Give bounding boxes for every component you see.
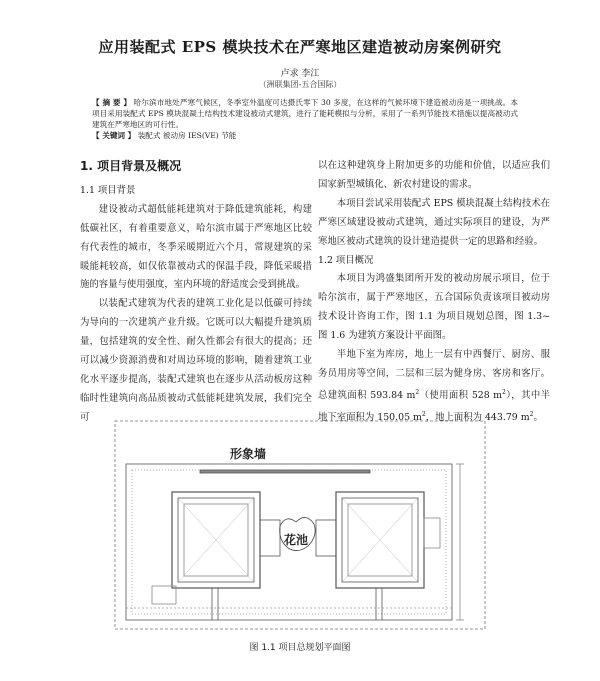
- keywords-text: 装配式 被动房 IES(VE) 节能: [137, 131, 237, 140]
- image-wall: [200, 470, 370, 473]
- right-paragraph-4: 半地下室为库房，地上一层有中西餐厅、厨房、服务员用房等空间，二层和三层为健身房、客房和客厅。总建筑面积 593.84 $m^2$（使用面积 528 $m^2$），其中半地下室面积为 150.05 $m^2$，地上面积为 443.79 $m^2$。: [318, 349, 551, 424]
- left-paragraph-1: 建设被动式超低能耗建筑对于降低建筑能耗，构建低碳社区，有着重要意义，哈尔滨市属于严寒地区比较有代表性的城市，冬季采暖期近六个月，常规建筑的采暖能耗较高，如仅依靠被动式的保温手段，降低采暖措施的容量与使用强度，室内环境的舒适度会受到挑战。: [80, 203, 312, 291]
- site-boundary: [115, 421, 485, 629]
- abstract: [92, 97, 518, 130]
- abstract-text: 哈尔滨市地处严寒气候区，冬季室外温度可达摄氏零下 30 多度，在这样的气候环境下建造被动房是一项挑战。本项目采用装配式 EPS 模块混凝土结构技术建设被动式建筑，进行了能耗模拟与分析，采用了一系列节能技术措施以提高被动式建筑在严寒地区的可行性。: [92, 98, 518, 129]
- abstract-label: 【 摘 要 】: [92, 98, 132, 107]
- keywords: [92, 130, 518, 141]
- figure-caption: 图 1.1 项目总规划平面图: [249, 643, 351, 653]
- figure-label-flower-pool: 花池: [284, 533, 309, 547]
- right-paragraph-3: 本项目为鸿盛集团所开发的被动房展示项目，位于哈尔滨市，属于严寒地区，五合国际负责该项目被动房技术设计咨询工作，图 1.1 为项目规划总图，图 1.3~图 1.6 为建筑方案设计平面图。: [318, 273, 550, 342]
- site-plan-figure: [112, 418, 488, 632]
- subsection-1-2-heading: 1.2 项目概况: [318, 254, 374, 266]
- section-1-heading: 1. 项目背景及概况: [80, 159, 182, 173]
- affiliation: （洲联集团-五合国际）: [258, 80, 342, 89]
- left-column: [80, 157, 312, 428]
- figure-label-image-wall: 形象墙: [230, 447, 267, 461]
- right-paragraph-1: 以在这种建筑身上附加更多的功能和价值，以适应我们国家新型城镇化、新农村建设的需求。: [318, 160, 550, 190]
- left-building: [152, 492, 280, 604]
- right-paragraph-2: 本项目尝试采用装配式 EPS 模块混凝土结构技术在严寒区域建设被动式建筑，通过实际项目的建设，为严寒地区被动式建筑的设计建造提供一定的思路和经验。: [318, 197, 550, 247]
- keywords-label: 【 关键词 】: [92, 131, 136, 140]
- right-building: [316, 492, 440, 588]
- authors: 卢求 李江: [280, 69, 320, 79]
- right-column: [318, 157, 550, 428]
- left-paragraph-2: 以装配式建筑为代表的建筑工业化是以低碳可持续为导向的一次建筑产业升级。它既可以大幅提升建筑质量，包括建筑的安全性、耐久性都会有很大的提高；还可以减少资源消费和对周边环境的影响，随着建筑工业化水平逐步提高，装配式建筑也在逐步从活动板房这种临时性建筑向高品质被动式低能耗建筑发展，我们完全可: [80, 298, 312, 423]
- subsection-1-1-heading: 1.1 项目背景: [80, 184, 136, 196]
- paper-title: 应用装配式 EPS 模块技术在严寒地区建造被动房案例研究: [98, 38, 502, 56]
